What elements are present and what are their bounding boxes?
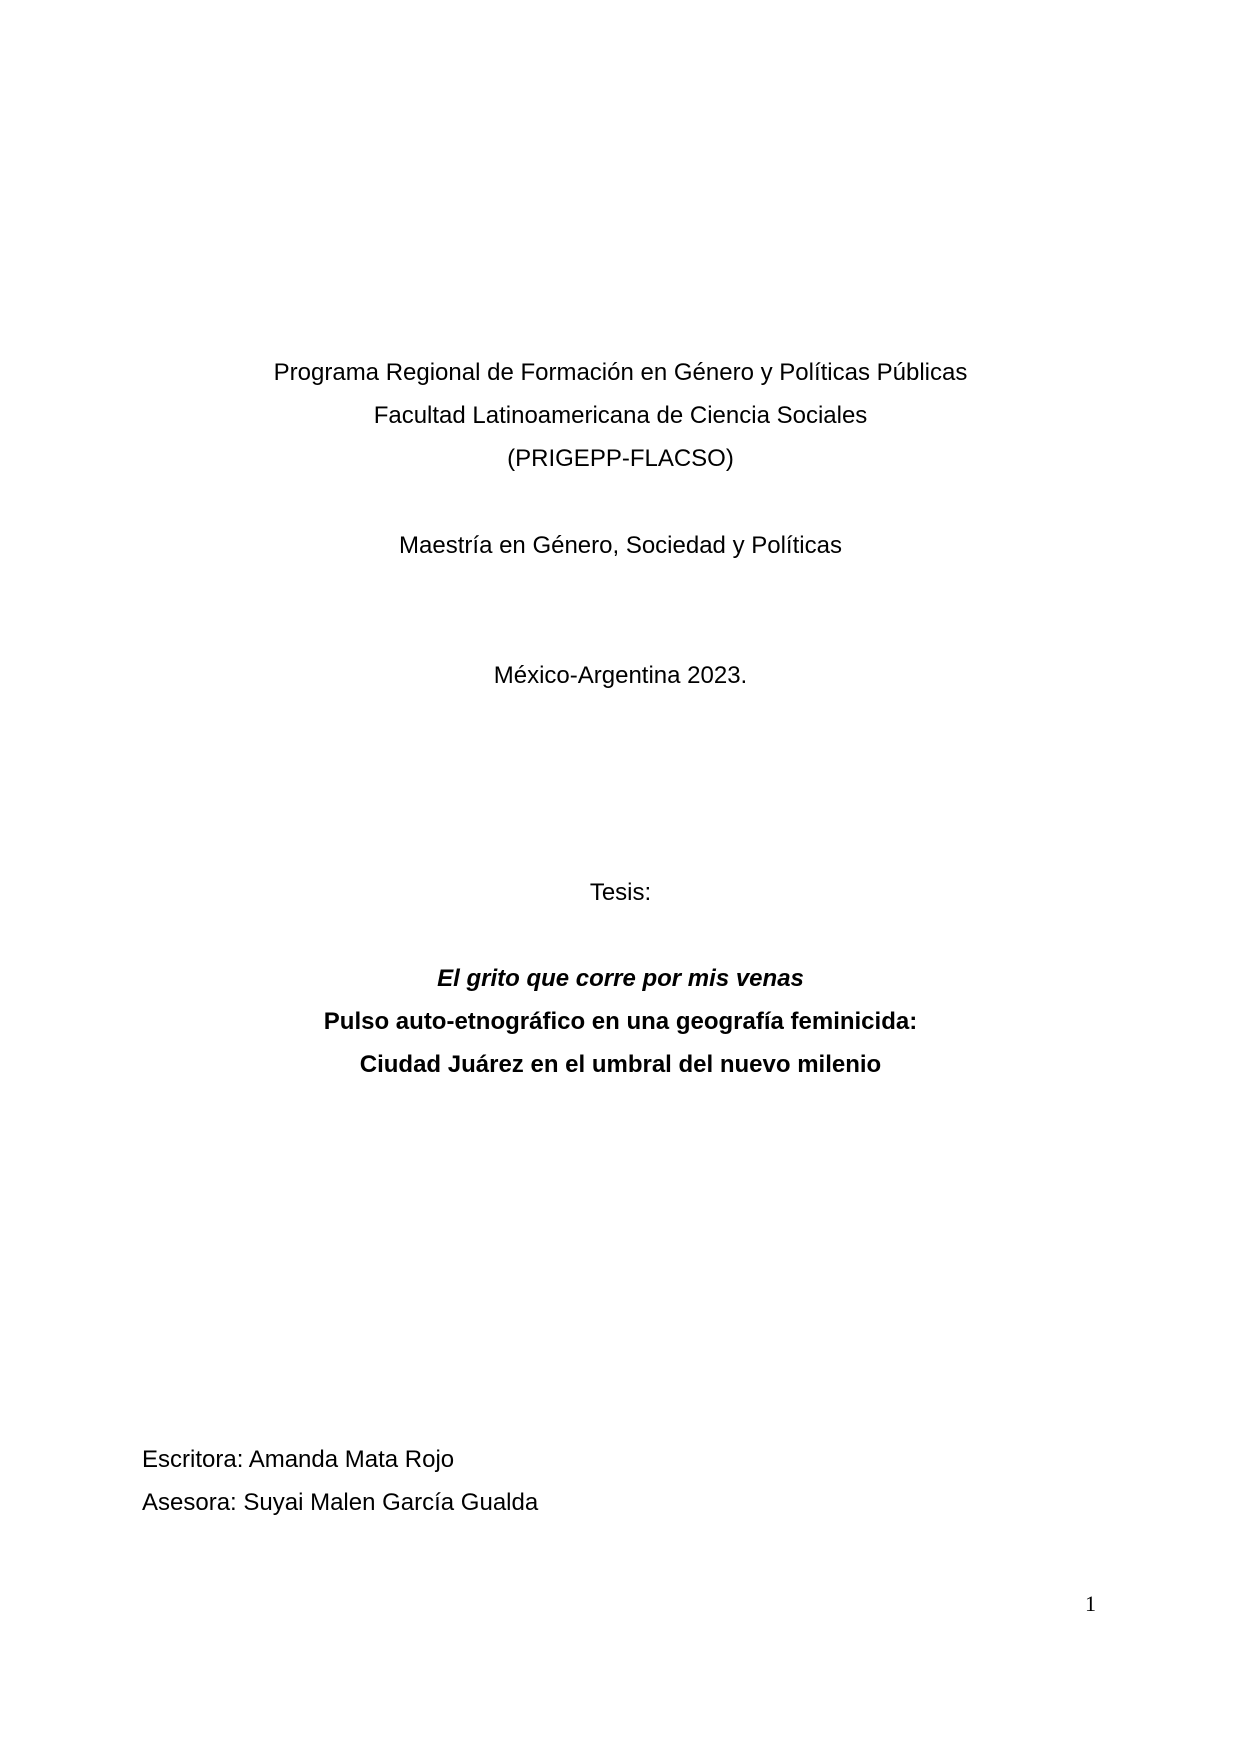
- program-name: Programa Regional de Formación en Género y Políticas Públicas: [273, 359, 968, 386]
- faculty-name: Facultad Latinoamericana de Ciencia Sociales: [373, 402, 868, 429]
- page-number: 1: [1085, 1591, 1096, 1616]
- degree-name: Maestría en Género, Sociedad y Políticas: [399, 532, 842, 559]
- writer-credit: Escritora: Amanda Mata Rojo: [142, 1446, 455, 1473]
- thesis-subtitle-line-1: Pulso auto-etnográfico en una geografía feminicida:: [323, 1008, 918, 1035]
- thesis-subtitle-line-2: Ciudad Juárez en el umbral del nuevo milenio: [359, 1051, 882, 1078]
- thesis-title: El grito que corre por mis venas: [437, 965, 804, 992]
- thesis-label: Tesis:: [589, 879, 652, 906]
- advisor-credit: Asesora: Suyai Malen García Gualda: [142, 1489, 539, 1516]
- place-year: México-Argentina 2023.: [493, 662, 748, 689]
- institution-acronym: (PRIGEPP-FLACSO): [507, 445, 734, 472]
